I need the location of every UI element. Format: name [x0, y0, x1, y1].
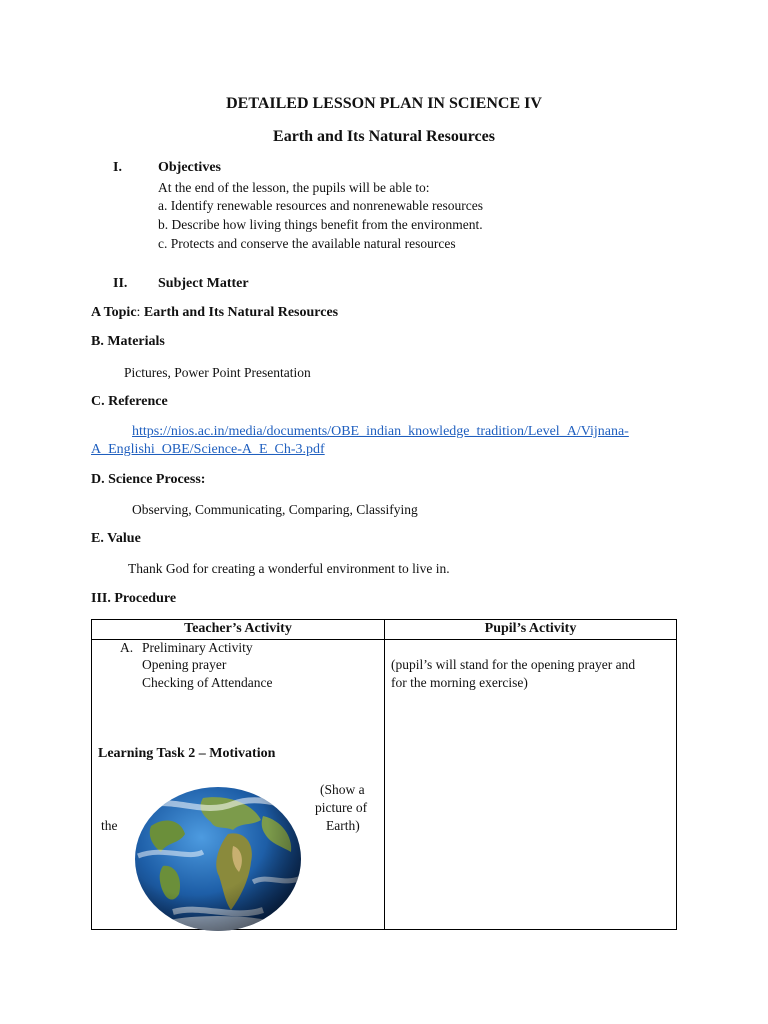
pupil-response-line2: for the morning exercise): [391, 675, 528, 690]
topic-value: Earth and Its Natural Resources: [143, 305, 339, 320]
topic-label: A Topic: [91, 305, 137, 320]
learning-task-heading: Learning Task 2 – Motivation: [98, 746, 276, 761]
section-1-number: I.: [113, 160, 122, 175]
reference-link-line1[interactable]: https://nios.ac.in/media/documents/OBE_indian_knowledge_tradition/Level_A/Vijnana-: [132, 424, 629, 439]
science-process-value: Observing, Communicating, Comparing, Classifying: [132, 502, 418, 517]
section-2-heading: Subject Matter: [158, 276, 249, 291]
table-column-divider: [384, 620, 385, 929]
topic-line: [91, 305, 338, 321]
preliminary-item: Checking of Attendance: [142, 675, 273, 690]
preliminary-title: Preliminary Activity: [142, 640, 253, 655]
section-1-heading: Objectives: [158, 160, 221, 175]
section-2-number: II.: [113, 276, 128, 291]
show-text-line3: Earth): [326, 818, 360, 833]
earth-picture: [133, 786, 303, 932]
document-subtitle: Earth and Its Natural Resources: [273, 128, 495, 145]
pupil-response-line1: (pupil’s will stand for the opening prayer and: [391, 657, 636, 672]
section-3-heading: III. Procedure: [91, 591, 177, 606]
pupil-activity-header: Pupil’s Activity: [484, 621, 577, 636]
materials-value: Pictures, Power Point Presentation: [124, 365, 311, 380]
document-title: DETAILED LESSON PLAN IN SCIENCE IV: [226, 95, 542, 112]
reference-link-line2[interactable]: A_Englishi_OBE/Science-A_E_Ch-3.pdf: [91, 442, 325, 457]
preliminary-letter: A.: [120, 640, 134, 655]
topic-separator: :: [136, 305, 141, 320]
value-label: E. Value: [91, 531, 141, 546]
objectives-intro: At the end of the lesson, the pupils will be able to:: [158, 180, 430, 195]
preliminary-item: Opening prayer: [142, 657, 227, 672]
value-text: Thank God for creating a wonderful environment to live in.: [128, 561, 450, 576]
show-text-line2: picture of: [315, 800, 368, 815]
materials-label: B. Materials: [91, 334, 165, 349]
objective-item: b. Describe how living things benefit from the environment.: [158, 217, 483, 232]
reference-label: C. Reference: [91, 394, 168, 409]
objective-item: c. Protects and conserve the available natural resources: [158, 236, 456, 251]
the-word: the: [101, 818, 118, 833]
teacher-activity-header: Teacher’s Activity: [184, 621, 292, 636]
science-process-label: D. Science Process:: [91, 472, 206, 487]
objective-item: a. Identify renewable resources and nonrenewable resources: [158, 198, 483, 213]
show-text-line1: (Show a: [320, 782, 365, 797]
